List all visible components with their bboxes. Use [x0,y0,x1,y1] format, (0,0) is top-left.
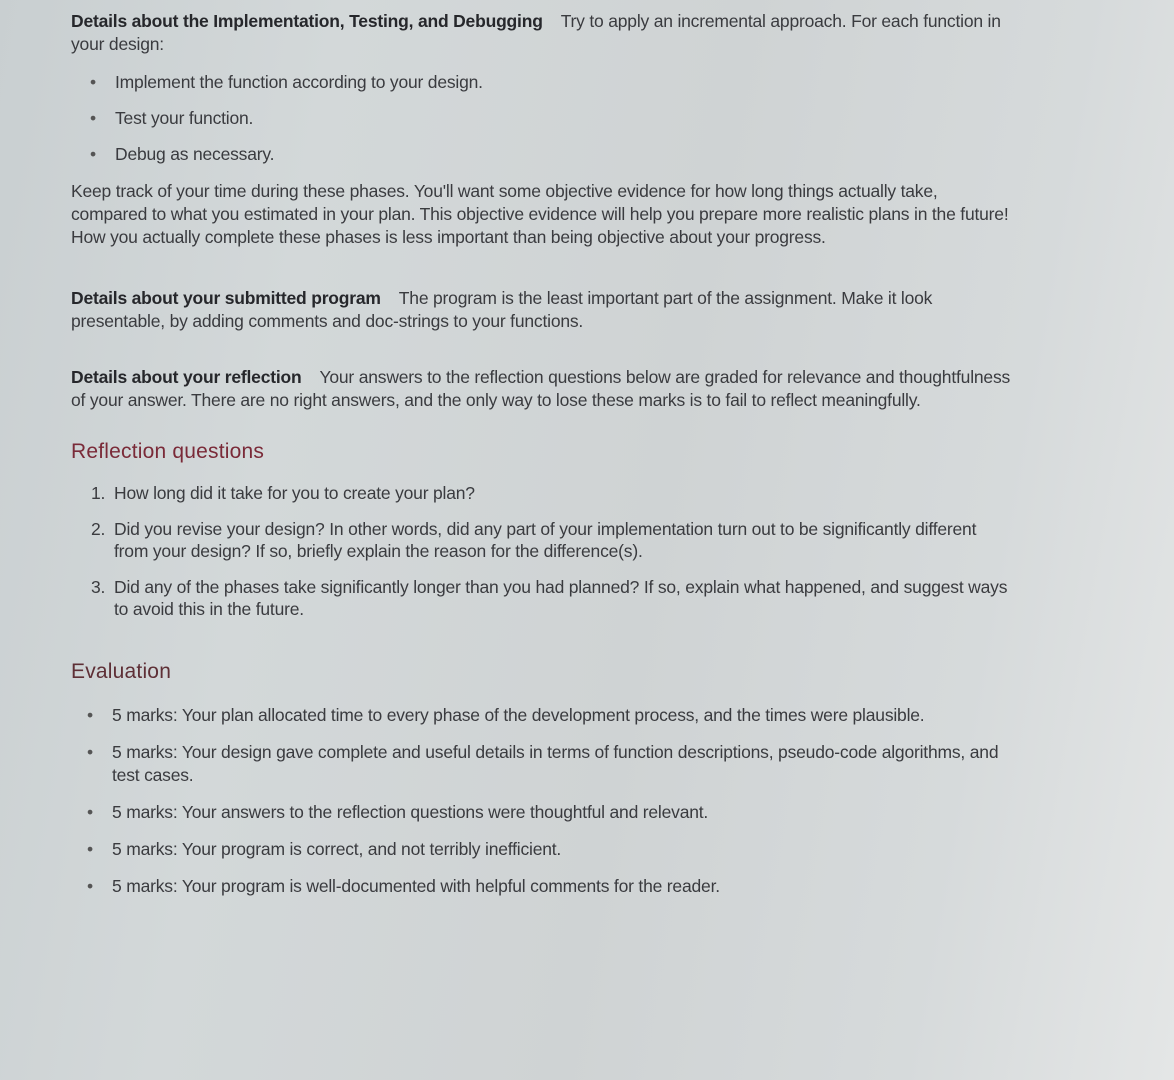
question-number: 1. [91,483,106,503]
reflection-details-heading: Details about your reflection [71,367,302,387]
time-tracking-paragraph: Keep track of your time during these phases. You'll want some objective evidence for how long things actually take, compared to what you estimated in your plan. This objective evidence will help you prepare more realistic plans in the future! How you actually complete these phases is less important than being objective about your progress. [71,181,1009,247]
evaluation-item: • 5 marks: Your program is correct, and not terribly inefficient. [87,839,562,859]
bullet-icon: • [90,108,96,128]
evaluation-item: • 5 marks: Your plan allocated time to every phase of the development process, and the times were plausible. [87,705,925,725]
reflection-details-paragraph [71,366,1011,412]
reflection-details-text: Your answers to the reflection questions below are graded for relevance and thoughtfulness of your answer. There are no right answers, and the only way to lose these marks is to fail to reflect meaningfully. [71,367,1011,410]
evaluation-item: • 5 marks: Your design gave complete and useful details in terms of function descriptions, pseudo-code algorithms, and test cases. [87,742,999,785]
assignment-page [71,10,1011,898]
implementation-paragraph [71,10,1011,56]
bullet-icon: • [90,72,96,92]
reflection-details-section [71,366,1011,412]
evaluation-section [71,660,1011,898]
program-paragraph [71,287,1011,333]
reflection-questions-list [71,482,1011,620]
bullet-icon: • [87,705,93,725]
list-item: • Implement the function according to your design. [90,72,483,92]
question-item: 2. Did you revise your design? In other words, did any part of your implementation turn out to be significantly different from your design? If so, briefly explain the reason for the difference(s). [91,519,977,561]
evaluation-title: Evaluation [71,660,172,683]
bullet-icon: • [87,802,93,822]
implementation-section [71,10,1011,249]
reflection-questions-title: Reflection questions [71,440,265,463]
reflection-questions-section [71,440,1011,620]
implementation-steps-list [90,71,1011,166]
evaluation-item: • 5 marks: Your answers to the reflection questions were thoughtful and relevant. [87,802,709,822]
implementation-intro: Try to apply an incremental approach. For each function in your design: [71,11,1001,54]
bullet-icon: • [87,876,93,896]
program-heading: Details about your submitted program [71,288,381,308]
bullet-icon: • [90,144,96,164]
program-section [71,287,1011,333]
implementation-heading: Details about the Implementation, Testing, and Debugging [71,11,543,31]
list-item: • Debug as necessary. [90,144,275,164]
bullet-icon: • [87,839,93,859]
program-text: The program is the least important part of the assignment. Make it look presentable, by adding comments and doc-strings to your functions. [71,288,933,331]
question-number: 2. [91,519,106,539]
evaluation-item: • 5 marks: Your program is well-documented with helpful comments for the reader. [87,876,720,896]
question-item: 1. How long did it take for you to create your plan? [91,483,475,503]
list-item: • Test your function. [90,108,254,128]
bullet-icon: • [87,742,93,762]
question-number: 3. [91,577,106,597]
question-item: 3. Did any of the phases take significantly longer than you had planned? If so, explain what happened, and suggest ways to avoid this in the future. [91,577,1008,619]
evaluation-list [87,704,1011,898]
